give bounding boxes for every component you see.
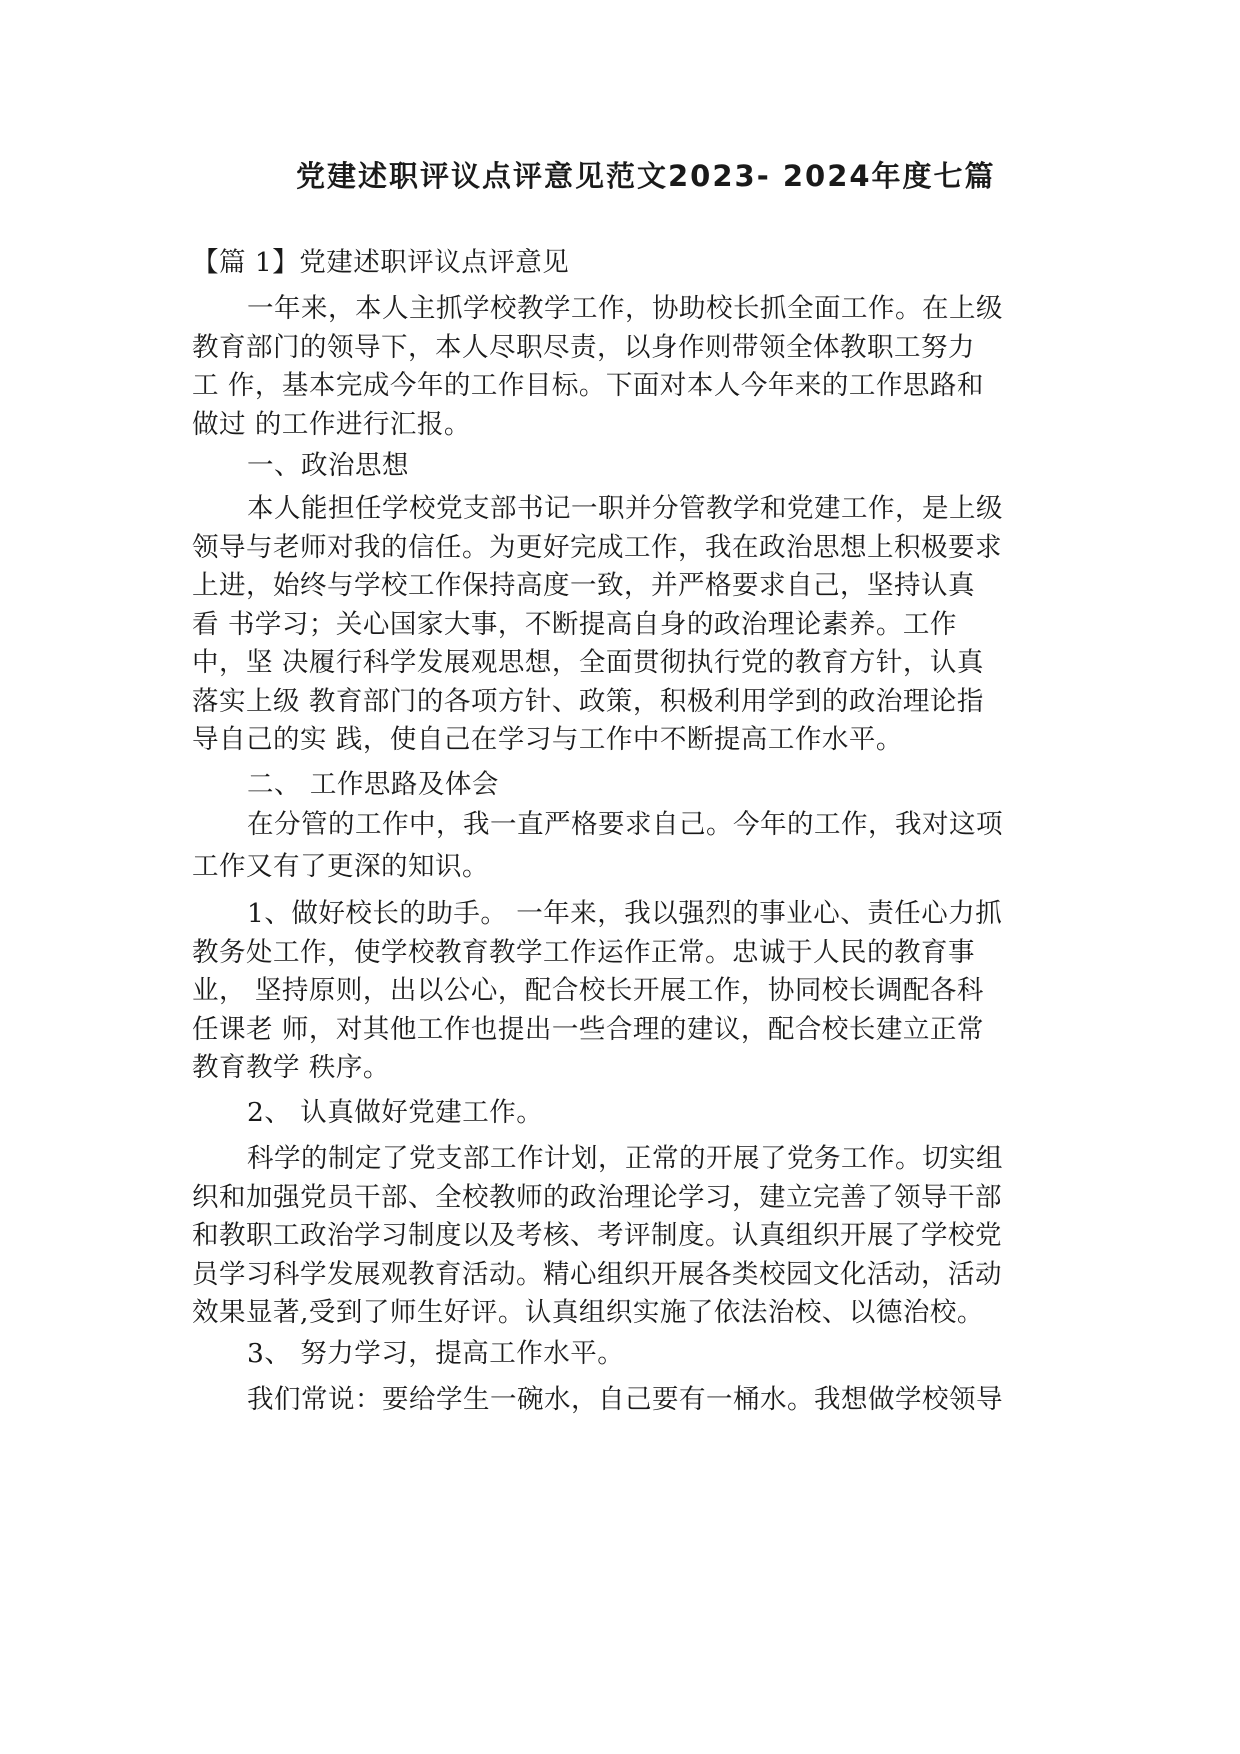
text-line: 教育部门的领导下，本人尽职尽责，以身作则带领全体教职工努力 [192,331,975,363]
paragraph-work-ideas [192,806,1050,886]
paragraph-politics [192,490,1050,760]
text-line: 员学习科学发展观教育活动。精心组织开展各类校园文化活动，活动 [192,1258,1002,1290]
text-line: 效果显著,受到了师生好评。认真组织实施了依法治校、以德治校。 [192,1297,984,1328]
text-line: 本人能担任学校党支部书记一职并分管教学和党建工作，是上级 [247,493,1003,524]
text-line: 任课老 师，对其他工作也提出一些合理的建议，配合校长建立正常 [192,1013,984,1045]
text-line: 我们常说：要给学生一碗水，自己要有一桶水。我想做学校领导 [247,1384,1003,1415]
subheading-party-work [192,1094,1050,1133]
text-line: 教务处工作，使学校教育教学工作运作正常。忠诚于人民的教育事 [192,936,975,968]
subheading-text: 2、 认真做好党建工作。 [247,1097,544,1128]
subheading-text: 3、 努力学习，提高工作水平。 [247,1338,625,1369]
text-line: 一年来，本人主抓学校教学工作，协助校长抓全面工作。在上级 [247,293,1003,324]
paragraph-assistant [192,895,1050,1088]
text-line: 领导与老师对我的信任。为更好完成工作，我在政治思想上积极要求 [192,531,1002,563]
text-line: 和教职工政治学习制度以及考核、考评制度。认真组织开展了学校党 [192,1220,1002,1251]
text-line: 上进，始终与学校工作保持高度一致，并严格要求自己，坚持认真 [192,570,975,601]
paragraph-party-work [192,1140,1050,1333]
subheading-text: 一、政治思想 [247,450,409,481]
text-line: 工 作，基本完成今年的工作目标。下面对本人今年来的工作思路和 [192,370,984,401]
text-line: 工作又有了更深的知识。 [192,850,489,882]
text-line: 看 书学习；关心国家大事，不断提高自身的政治理论素养。工作 [192,608,957,640]
subheading-text: 二、 工作思路及体会 [247,769,499,800]
text-line: 做过 的工作进行汇报。 [192,408,471,440]
text-line: 在分管的工作中，我一直严格要求自己。今年的工作，我对这项 [247,809,1003,840]
subheading-politics [192,447,1050,486]
text-line: 教育教学 秩序。 [192,1052,390,1083]
text-line: 导自己的实 践，使自己在学习与工作中不断提高工作水平。 [192,724,903,755]
text-line: 1、做好校长的助手。 一年来，我以强烈的事业心、责任心力抓 [247,898,1003,929]
text-line: 业， 坚持原则，出以公心，配合校长开展工作，协同校长调配各科 [192,975,984,1006]
paragraph-study [192,1381,1050,1420]
text-line: 落实上级 教育部门的各项方针、政策，积极利用学到的政治理论指 [192,685,984,717]
section-heading [192,244,1050,283]
paragraph-intro [192,290,1050,444]
section-heading-text: 【篇 1】党建述职评议点评意见 [192,247,570,278]
subheading-work-ideas [192,766,1050,805]
document-title: 党建述职评议点评意见范文2023- 2024年度七篇 [296,159,996,193]
text-line: 科学的制定了党支部工作计划，正常的开展了党务工作。切实组 [247,1143,1003,1174]
text-line: 中，坚 决履行科学发展观思想，全面贯彻执行党的教育方针，认真 [192,647,984,678]
text-line: 织和加强党员干部、全校教师的政治理论学习，建立完善了领导干部 [192,1181,1002,1213]
subheading-study [192,1335,1050,1374]
